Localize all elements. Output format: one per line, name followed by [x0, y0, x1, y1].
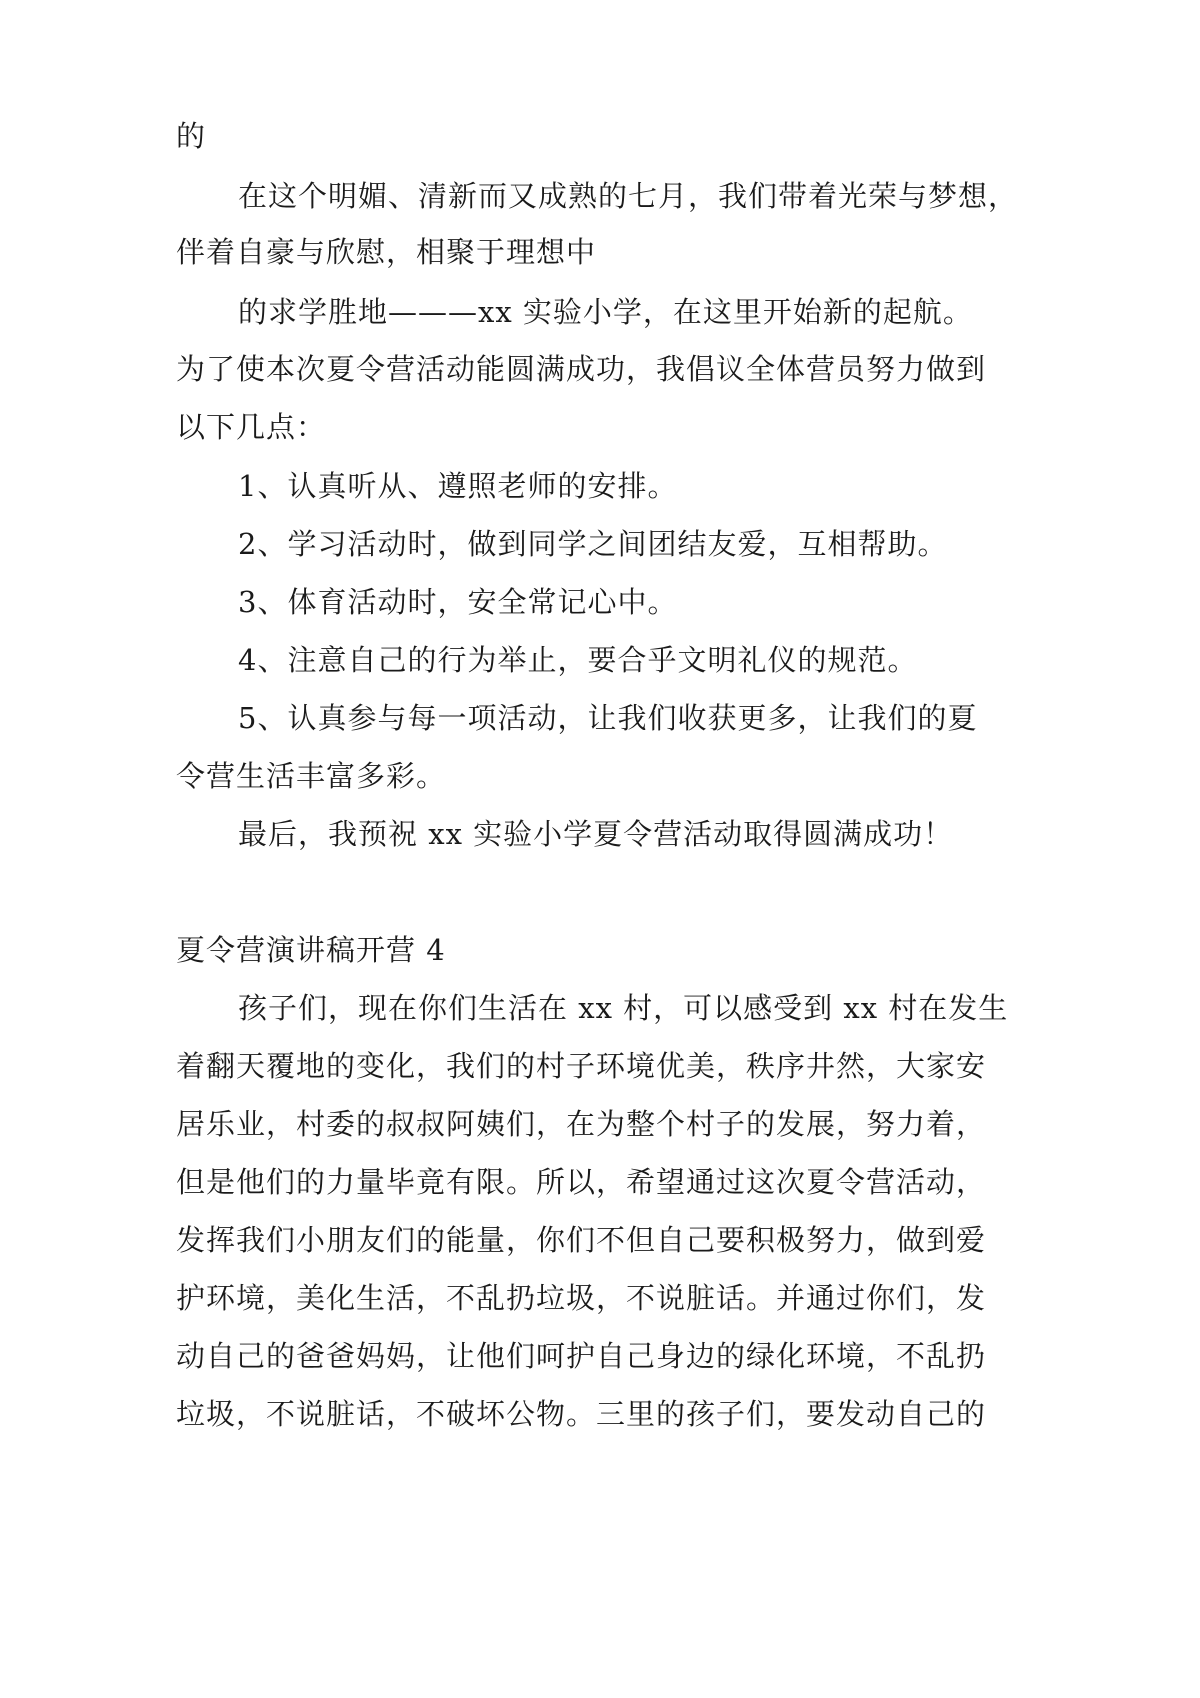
text-line: 以下几点： — [176, 410, 327, 444]
text-line: 居乐业，村委的叔叔阿姨们，在为整个村子的发展，努力着， — [176, 1107, 987, 1141]
text-line: 在这个明媚、清新而又成熟的七月，我们带着光荣与梦想， — [238, 179, 1019, 213]
text-line: 垃圾，不说脏话，不破坏公物。三里的孩子们，要发动自己的 — [176, 1397, 987, 1431]
text-line: 动自己的爸爸妈妈，让他们呵护自己身边的绿化环境，不乱扔 — [176, 1339, 987, 1373]
list-item: 3、体育活动时，安全常记心中。 — [238, 585, 678, 619]
list-item: 2、学习活动时，做到同学之间团结友爱，互相帮助。 — [238, 527, 948, 561]
text-line: 发挥我们小朋友们的能量，你们不但自己要积极努力，做到爱 — [176, 1223, 987, 1257]
text-line: 伴着自豪与欣慰，相聚于理想中 — [176, 235, 597, 269]
text-line: 的 — [176, 119, 207, 153]
text-line: 的求学胜地———xx 实验小学，在这里开始新的起航。 — [238, 295, 973, 329]
list-item: 5、认真参与每一项活动，让我们收获更多，让我们的夏 — [238, 701, 978, 735]
text-line: 但是他们的力量毕竟有限。所以，希望通过这次夏令营活动， — [176, 1165, 987, 1199]
text-line: 令营生活丰富多彩。 — [176, 759, 447, 793]
section-heading: 夏令营演讲稿开营 4 — [176, 933, 446, 967]
text-line: 护环境，美化生活，不乱扔垃圾，不说脏话。并通过你们，发 — [176, 1281, 987, 1315]
text-line: 为了使本次夏令营活动能圆满成功，我倡议全体营员努力做到 — [176, 352, 987, 386]
list-item: 4、注意自己的行为举止，要合乎文明礼仪的规范。 — [238, 643, 918, 677]
text-line: 着翻天覆地的变化，我们的村子环境优美，秩序井然，大家安 — [176, 1049, 987, 1083]
list-item: 1、认真听从、遵照老师的安排。 — [238, 469, 678, 503]
text-line: 最后，我预祝 xx 实验小学夏令营活动取得圆满成功！ — [238, 817, 954, 851]
text-line: 孩子们，现在你们生活在 xx 村，可以感受到 xx 村在发生 — [238, 991, 1009, 1025]
